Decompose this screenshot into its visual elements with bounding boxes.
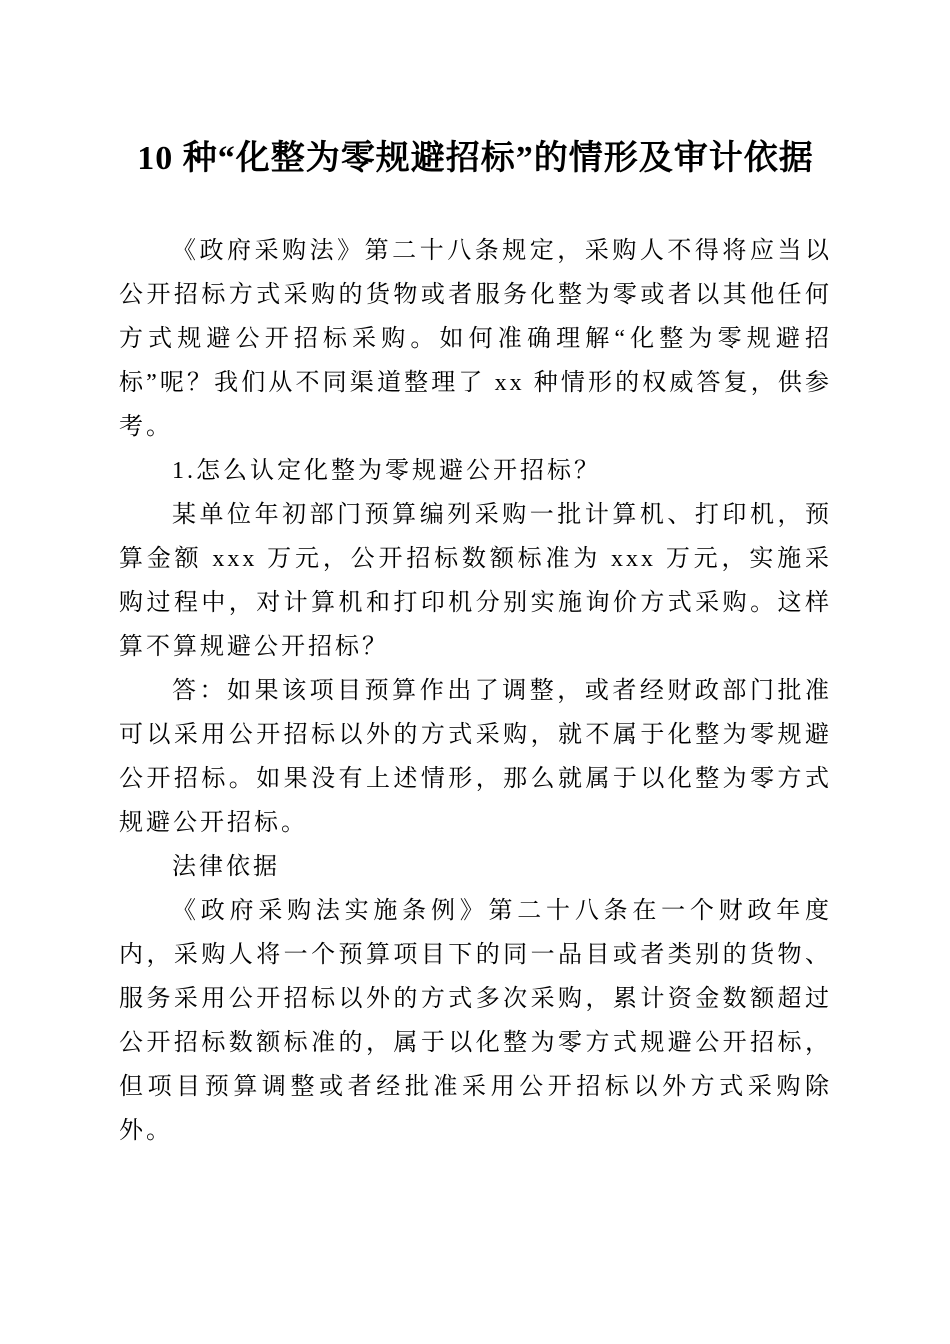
document-body bbox=[119, 229, 832, 1153]
paragraph-legal-basis-text: 《政府采购法实施条例》第二十八条在一个财政年度内，采购人将一个预算项目下的同一品目或者类别的货物、服务采用公开招标以外的方式多次采购，累计资金数额超过公开招标数额标准的，属于以化整为零方式规避公开招标，但项目预算调整或者经批准采用公开招标以外方式采购除外。 bbox=[119, 898, 832, 1144]
document-title: 10 种“化整为零规避招标”的情形及审计依据 bbox=[137, 140, 814, 177]
paragraph-question-1-heading: 1.怎么认定化整为零规避公开招标？ bbox=[172, 458, 601, 484]
paragraph-answer: 答：如果该项目预算作出了调整，或者经财政部门批准可以采用公开招标以外的方式采购，就不属于化整为零规避公开招标。如果没有上述情形，那么就属于以化整为零方式规避公开招标。 bbox=[119, 678, 832, 836]
paragraph-case-description: 某单位年初部门预算编列采购一批计算机、打印机，预算金额 xxx 万元，公开招标数额标准为 xxx 万元，实施采购过程中，对计算机和打印机分别实施询价方式采购。这样算不算规避公开招标？ bbox=[119, 502, 832, 660]
paragraph-intro: 《政府采购法》第二十八条规定，采购人不得将应当以公开招标方式采购的货物或者服务化整为零或者以其他任何方式规避公开招标采购。如何准确理解“化整为零规避招标”呢？我们从不同渠道整理了 xx 种情形的权威答复，供参考。 bbox=[119, 238, 832, 440]
paragraph-legal-basis-label: 法律依据 bbox=[172, 854, 280, 880]
